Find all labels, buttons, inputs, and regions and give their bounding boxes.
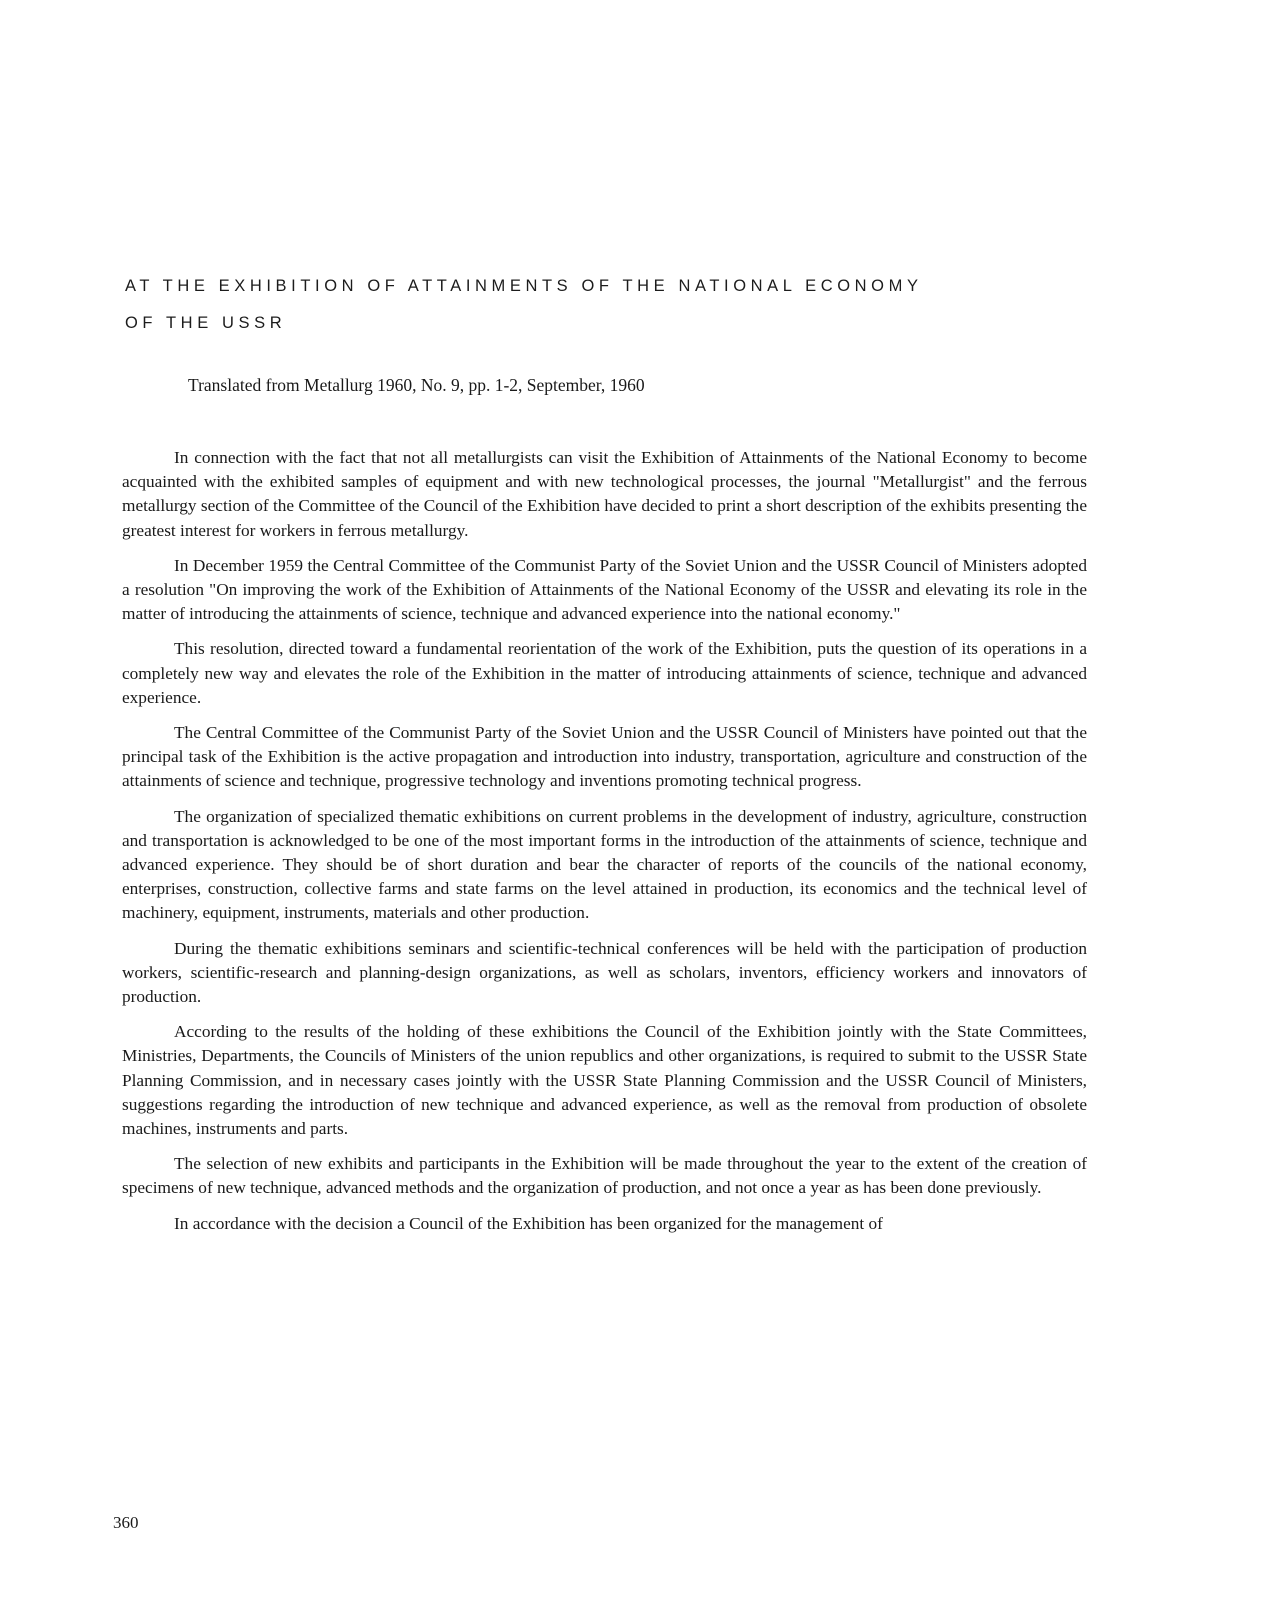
article-title-line-1: AT THE EXHIBITION OF ATTAINMENTS OF THE NATIONAL ECONOMY bbox=[125, 277, 923, 295]
paragraph-6: During the thematic exhibitions seminars and scientific-technical conferences will be held with the participation of production workers, scientific-research and planning-design organizations, as well as scholars, inventors, efficiency workers and innovators of production. bbox=[122, 938, 1087, 1007]
paragraph-1: In connection with the fact that not all metallurgists can visit the Exhibition of Attainments of the National Economy to become acquainted with the exhibited samples of equipment and with new technological processes, the journal "Metallurgist" and the ferrous metallurgy section of the Committee of the Council of the Exhibition have decided to print a short description of the exhibits presenting the greatest interest for workers in ferrous metallurgy. bbox=[122, 448, 1087, 540]
paragraph-5: The organization of specialized thematic exhibitions on current problems in the development of industry, agriculture, construction and transportation is acknowledged to be one of the most important forms in the introduction of the attainments of science, technique and advanced experience. They should be of short duration and bear the character of reports of the councils of the national economy, enterprises, construction, collective farms and state farms on the level attained in production, its economics and the technical level of machinery, equipment, instruments, materials and other production. bbox=[122, 806, 1087, 923]
translation-source-note: Translated from Metallurg 1960, No. 9, pp. 1-2, September, 1960 bbox=[188, 375, 645, 395]
article-body bbox=[122, 446, 1087, 1247]
paragraph-4: The Central Committee of the Communist Party of the Soviet Union and the USSR Council of Ministers have pointed out that the principal task of the Exhibition is the active propagation and introduction into industry, transportation, agriculture and construction of the attainments of science and technique, progressive technology and inventions promoting technical progress. bbox=[122, 723, 1087, 791]
paragraph-9: In accordance with the decision a Council of the Exhibition has been organized for the management of bbox=[174, 1213, 883, 1233]
paragraph-2: In December 1959 the Central Committee of the Communist Party of the Soviet Union and the USSR Council of Ministers adopted a resolution "On improving the work of the Exhibition of Attainments of the National Economy of the USSR and elevating its role in the matter of introducing the attainments of science, technique and advanced experience into the national economy." bbox=[122, 555, 1087, 624]
page-number: 360 bbox=[113, 1513, 139, 1532]
paragraph-7: According to the results of the holding of these exhibitions the Council of the Exhibition jointly with the State Committees, Ministries, Departments, the Councils of Ministers of the union republics and other organizations, is required to submit to the USSR State Planning Commission, and in necessary cases jointly with the USSR State Planning Commission and the USSR Council of Ministers, suggestions regarding the introduction of new technique and advanced experience, as well as the removal from production of obsolete machines, instruments and parts. bbox=[122, 1022, 1087, 1139]
paragraph-3: This resolution, directed toward a fundamental reorientation of the work of the Exhibition, puts the question of its operations in a completely new way and elevates the role of the Exhibition in the matter of introducing attainments of science, technique and advanced experience. bbox=[122, 639, 1087, 707]
paragraph-8: The selection of new exhibits and participants in the Exhibition will be made throughout the year to the extent of the creation of specimens of new technique, advanced methods and the organization of production, and not once a year as has been done previously. bbox=[122, 1154, 1087, 1198]
article-title-line-2: OF THE USSR bbox=[125, 314, 287, 332]
